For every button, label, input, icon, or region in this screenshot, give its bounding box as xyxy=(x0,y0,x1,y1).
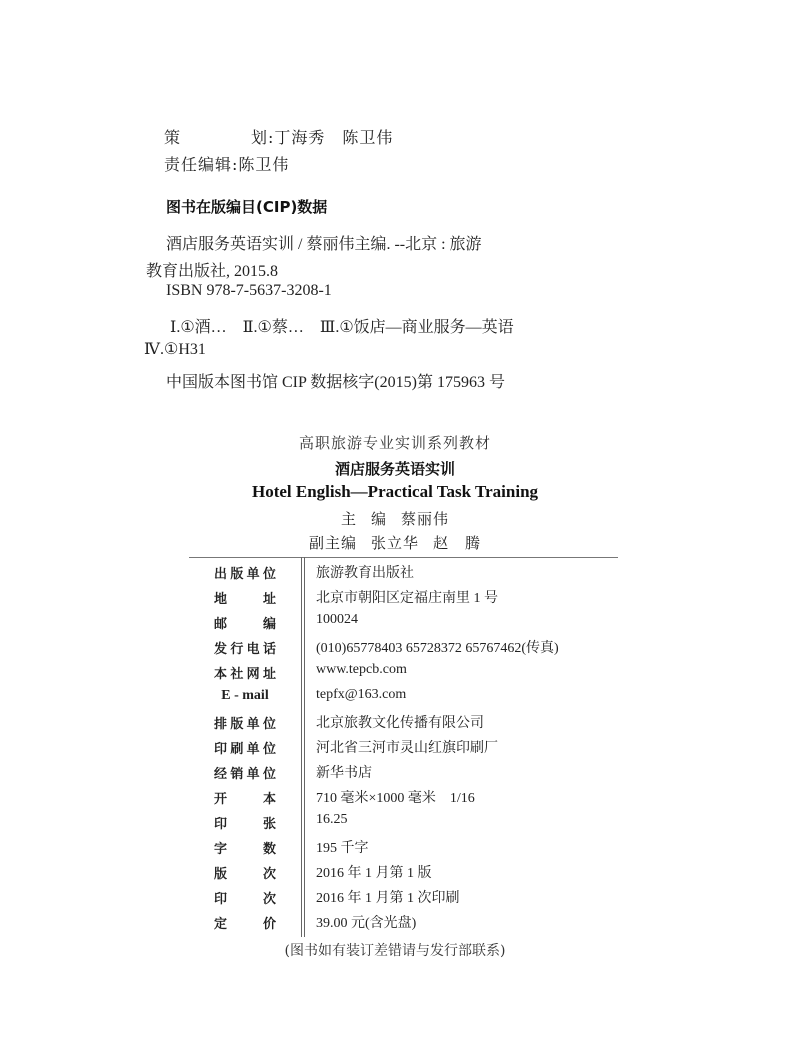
colophon-row-value: (010)65778403 65728372 65767462(传真) xyxy=(316,641,559,656)
colophon-row-value: 16.25 xyxy=(316,812,348,827)
deputy-editor-line xyxy=(0,532,790,553)
colophon-row-value: 河北省三河市灵山红旗印刷厂 xyxy=(316,741,498,756)
colophon-row-value: 新华书店 xyxy=(316,766,372,781)
colophon-row-value: 北京旅教文化传播有限公司 xyxy=(316,716,484,731)
colophon-column-divider xyxy=(301,557,305,937)
colophon-row-label: 发 行 电 话 xyxy=(214,642,276,657)
responsible-editor-name: 陈卫伟 xyxy=(238,155,290,174)
book-title-english: Hotel English—Practical Task Training xyxy=(251,482,539,501)
cip-heading: 图书在版编目(CIP)数据 xyxy=(166,198,328,216)
colophon-row-value: 旅游教育出版社 xyxy=(316,566,414,581)
book-title-chinese: 酒店服务英语实训 xyxy=(334,460,455,478)
colophon-row-value: www.tepcb.com xyxy=(316,662,407,677)
colophon-row-label: 地 址 xyxy=(214,592,276,607)
responsible-editor-credit: 责任编辑:陈卫伟 xyxy=(164,152,289,175)
colophon-row-label: 印 张 xyxy=(214,817,276,832)
cip-classification-line-1: Ⅰ.①酒… Ⅱ.①蔡… Ⅲ.①饭店—商业服务—英语 xyxy=(170,319,514,336)
cip-classification-line-2: Ⅳ.①H31 xyxy=(144,341,206,358)
colophon-row-value: 39.00 元(含光盘) xyxy=(316,916,417,931)
planning-names: 丁海秀 陈卫伟 xyxy=(274,128,394,147)
cip-catalog-line-2: 教育出版社, 2015.8 xyxy=(146,263,279,280)
colophon-row-label: 印 刷 单 位 xyxy=(214,742,276,757)
cip-catalog-line-1: 酒店服务英语实训 / 蔡丽伟主编. --北京 : 旅游 xyxy=(166,236,482,253)
colophon-row-value: 100024 xyxy=(316,612,358,627)
colophon-top-rule xyxy=(189,557,618,558)
colophon-row-label: 本 社 网 址 xyxy=(214,667,276,682)
binding-error-note: (图书如有装订差错请与发行部联系) xyxy=(284,943,506,959)
colophon-row-label: 邮 编 xyxy=(214,617,276,632)
colophon-row-label: 开 本 xyxy=(214,792,276,807)
colophon-row-value: 北京市朝阳区定福庄南里 1 号 xyxy=(316,591,498,606)
colophon-row-value: 2016 年 1 月第 1 版 xyxy=(316,866,432,881)
cip-number: 中国版本图书馆 CIP 数据核字(2015)第 175963 号 xyxy=(166,374,505,391)
colophon-row-value: tepfx@163.com xyxy=(316,687,407,702)
colophon-row-label: E - mail xyxy=(221,688,269,703)
planning-label: 策 划 xyxy=(164,128,268,147)
colophon-row-label: 排 版 单 位 xyxy=(214,717,276,732)
colophon-row-label: 字 数 xyxy=(214,842,276,857)
deputy-editor-name: 赵 腾 xyxy=(433,534,482,552)
colophon-row-label: 定 价 xyxy=(214,917,276,932)
colophon-row-label: 印 次 xyxy=(214,892,276,907)
colophon-row-value: 195 千字 xyxy=(316,841,369,856)
series-name: 高职旅游专业实训系列教材 xyxy=(298,434,491,452)
colophon-row-label: 版 次 xyxy=(214,867,276,882)
deputy-editor-name: 张立华 xyxy=(370,534,419,552)
colophon-row-label: 出 版 单 位 xyxy=(214,567,276,582)
chief-editor-line: 主 编 蔡丽伟 xyxy=(340,510,450,528)
planning-credit: 策 划 :丁海秀 陈卫伟 xyxy=(164,125,393,148)
cip-isbn: ISBN 978-7-5637-3208-1 xyxy=(166,282,332,299)
colophon-row-value: 2016 年 1 月第 1 次印刷 xyxy=(316,891,460,906)
colophon-row-value: 710 毫米×1000 毫米 1/16 xyxy=(316,791,475,806)
chief-editor-name: 蔡丽伟 xyxy=(401,510,450,528)
colophon-row-label: 经 销 单 位 xyxy=(214,767,276,782)
deputy-editor-label: 副主编 xyxy=(308,534,357,552)
responsible-editor-label: 责任编辑 xyxy=(164,155,233,174)
